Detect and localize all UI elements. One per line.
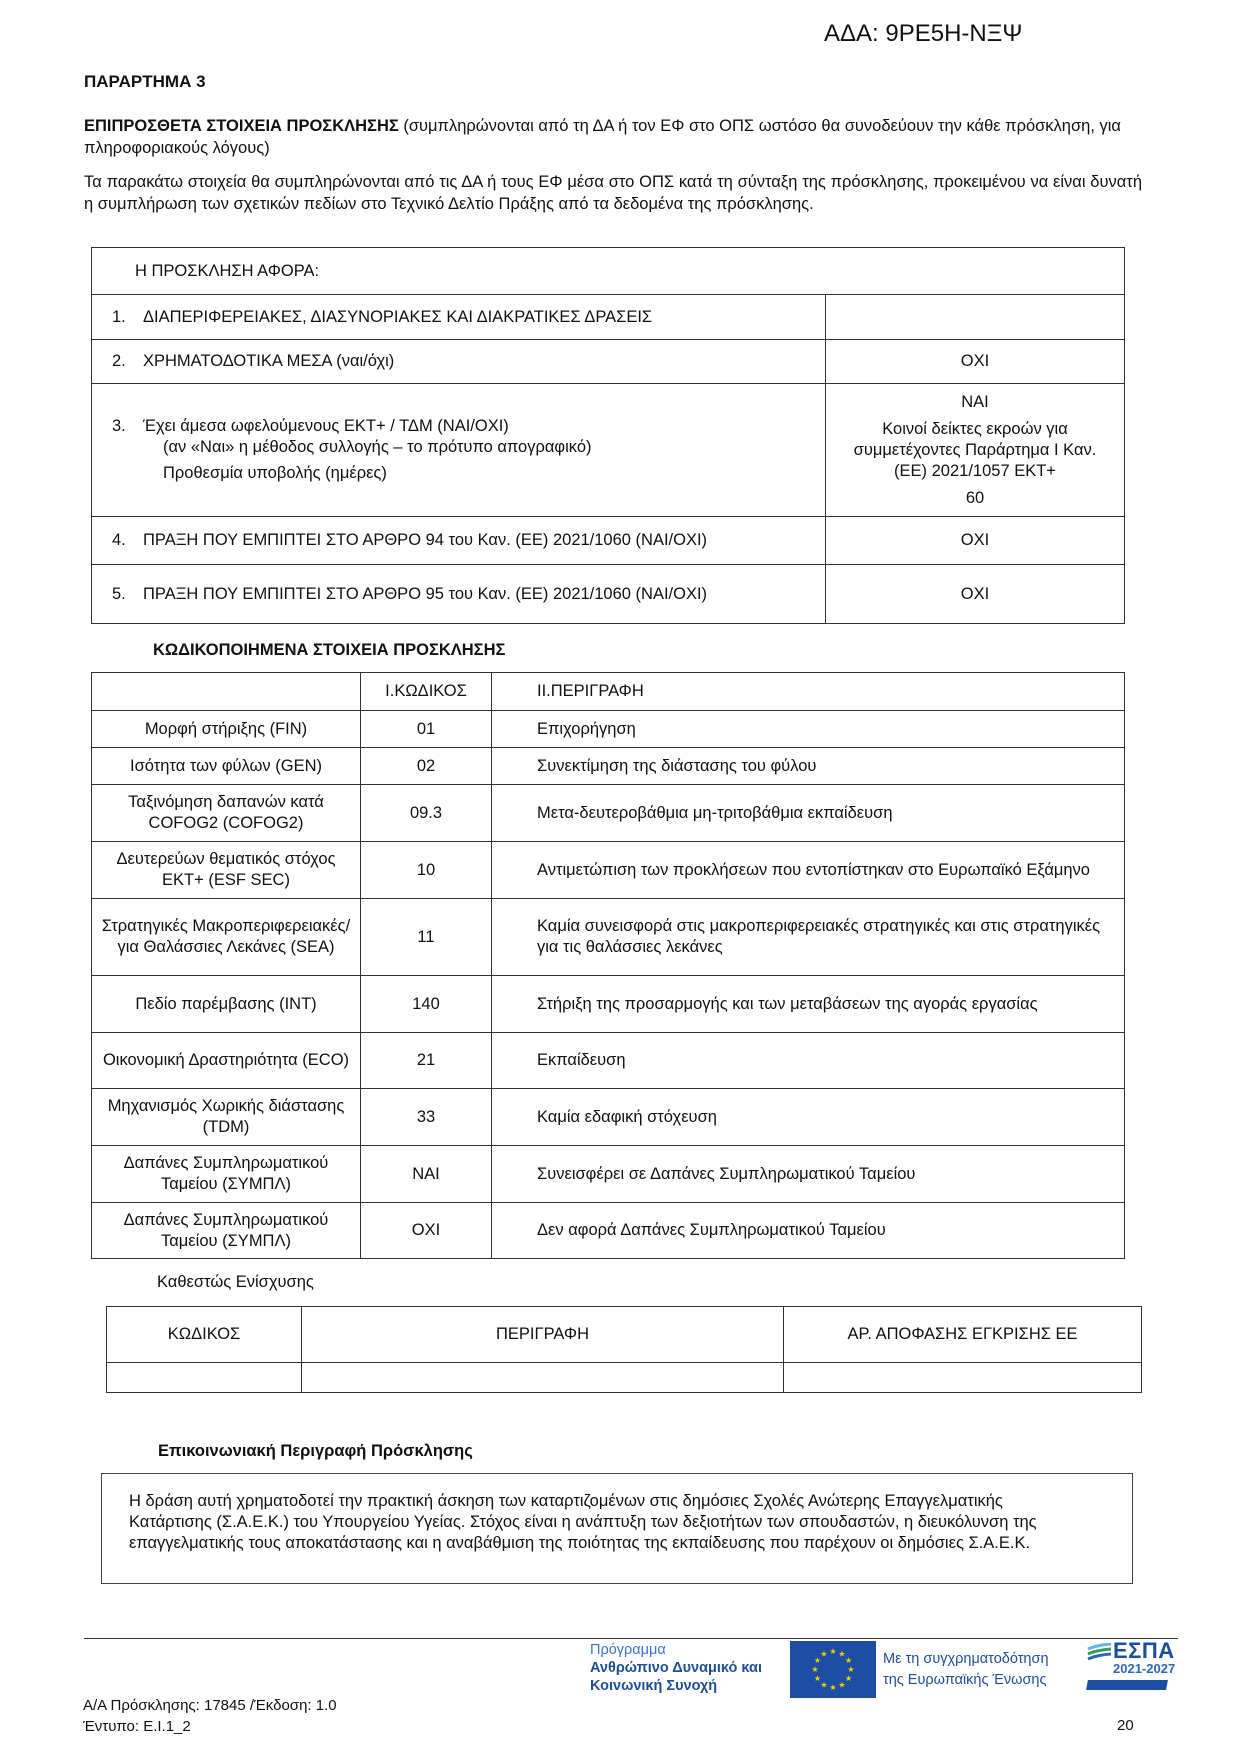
aid-regime-label: Καθεστώς Ενίσχυσης (157, 1273, 314, 1291)
eu-cofunding-text: Με τη συγχρηματοδότηση της Ευρωπαϊκής Ένωσης (883, 1651, 1049, 1688)
row-code: 02 (361, 748, 492, 785)
row-code: ΟΧΙ (361, 1203, 492, 1259)
eu-star-icon: ★ (820, 1649, 828, 1659)
row-field: Οικονομική Δραστηριότητα (ECO) (92, 1033, 361, 1089)
row-description: Επιχορήγηση (492, 711, 1125, 748)
espa-banner (1086, 1680, 1168, 1690)
concerns-table-title: Η ΠΡΟΣΚΛΗΣΗ ΑΦΟΡΑ: (92, 248, 1125, 295)
row-code: 21 (361, 1033, 492, 1089)
row-code: 09.3 (361, 785, 492, 842)
row-label: ΧΡΗΜΑΤΟΔΟΤΙΚΑ ΜΕΣΑ (ναι/όχι) (143, 352, 395, 370)
eu-star-icon: ★ (813, 1674, 821, 1683)
row-label: ΔΙΑΠΕΡΙΦΕΡΕΙΑΚΕΣ, ΔΙΑΣΥΝΟΡΙΑΚΕΣ ΚΑΙ ΔΙΑΚΡΑΤΙΚΕΣ ΔΡΑΣΕΙΣ (143, 307, 653, 326)
table-row (92, 976, 1125, 1033)
page-number: 20 (1117, 1717, 1134, 1734)
table-row (92, 748, 1125, 785)
row-description: Εκπαίδευση (492, 1033, 1125, 1089)
row-code: 11 (361, 899, 492, 976)
row-description: Συνεκτίμηση της διάστασης του φύλου (492, 748, 1125, 785)
row-label: Έχει άμεσα ωφελούμενους ΕΚΤ+ / ΤΔΜ (ΝΑΙ/ΟΧΙ) (143, 417, 509, 435)
eu-star-icon: ★ (813, 1656, 821, 1665)
row-value-deadline: 60 (965, 488, 985, 507)
espa-waves-icon (1087, 1643, 1113, 1663)
header-field (92, 673, 361, 711)
row-label-method: (αν «Ναι» η μέθοδος συλλογής – το πρότυπο απογραφικό) (163, 438, 592, 456)
espa-logo (1087, 1638, 1177, 1697)
eu-star-icon: ★ (838, 1649, 846, 1659)
table-row (92, 899, 1125, 976)
table-row (92, 1203, 1125, 1259)
eu-flag-icon (790, 1641, 876, 1698)
row-field: Ισότητα των φύλων (GEN) (92, 748, 361, 785)
table-row (92, 1033, 1125, 1089)
row-description: Καμία συνεισφορά στις μακροπεριφερειακές στρατηγικές και στις στρατηγικές για τις θαλάσσιες λεκάνες (492, 899, 1125, 976)
row-value-method: Κοινοί δείκτες εκροών για συμμετέχοντες Παράρτημα Ι Καν. (ΕΕ) 2021/1057 ΕΚΤ+ (853, 419, 1097, 480)
codes-section-title: ΚΩΔΙΚΟΠΟΙΗΜΕΝΑ ΣΤΟΙΧΕΙΑ ΠΡΟΣΚΛΗΣΗΣ (153, 641, 506, 659)
table-row: 5. ΠΡΑΞΗ ΠΟΥ ΕΜΠΙΠΤΕΙ ΣΤΟ ΑΡΘΡΟ 95 του Καν. (ΕΕ) 2021/1060 (ΝΑΙ/ΟΧΙ) ΟΧΙ (92, 565, 1125, 624)
codes-table-header (92, 673, 1125, 711)
table-row: 3. Έχει άμεσα ωφελούμενους ΕΚΤ+ / ΤΔΜ (ΝΑΙ/ΟΧΙ) (αν «Ναι» η μέθοδος συλλογής – το πρότυπο απογραφικό) Προθεσμία υποβολής (ημέρες) ΝΑΙ Κοινοί δείκτες εκροών για συμμετέχοντες Παράρτημα Ι Καν. (ΕΕ) 2021/1057 ΕΚΤ+ 60 (92, 384, 1125, 517)
row-field: Δαπάνες Συμπληρωματικού Ταμείου (ΣΥΜΠΛ) (92, 1146, 361, 1203)
header-code: Ι.ΚΩΔΙΚΟΣ (361, 673, 492, 711)
row-value: ΟΧΙ (826, 517, 1125, 565)
form-info: Έντυπο: Ε.Ι.1_2 (83, 1718, 191, 1735)
table-row (92, 785, 1125, 842)
row-description: Μετα-δευτεροβάθμια μη-τριτοβάθμια εκπαίδευση (492, 785, 1125, 842)
row-label: ΠΡΑΞΗ ΠΟΥ ΕΜΠΙΠΤΕΙ ΣΤΟ ΑΡΘΡΟ 94 του Καν. (ΕΕ) 2021/1060 (ΝΑΙ/ΟΧΙ) (143, 531, 708, 549)
footer-divider (84, 1638, 1178, 1639)
eu-star-icon: ★ (847, 1665, 855, 1674)
table-row (92, 1146, 1125, 1203)
row-field: Στρατηγικές Μακροπεριφερειακές/για Θαλάσσιες Λεκάνες (SEA) (92, 899, 361, 976)
row-value: ΟΧΙ (826, 340, 1125, 384)
eu-star-icon: ★ (845, 1674, 853, 1683)
table-row (92, 1089, 1125, 1146)
row-value: ΟΧΙ (826, 565, 1125, 624)
row-code: 10 (361, 842, 492, 899)
row-label: ΠΡΑΞΗ ΠΟΥ ΕΜΠΙΠΤΕΙ ΣΤΟ ΑΡΘΡΟ 95 του Καν. (ΕΕ) 2021/1060 (ΝΑΙ/ΟΧΙ) (143, 584, 708, 603)
ada-number: ΑΔΑ: 9PE5H-ΝΞΨ (824, 20, 1023, 47)
row-field: Ταξινόμηση δαπανών κατά COFOG2 (COFOG2) (92, 785, 361, 842)
concerns-table-title-row (92, 248, 1125, 295)
row-field: Δαπάνες Συμπληρωματικού Ταμείου (ΣΥΜΠΛ) (92, 1203, 361, 1259)
header-description: ΙΙ.ΠΕΡΙΓΡΑΦΗ (492, 673, 1125, 711)
table-row (92, 711, 1125, 748)
row-code: 140 (361, 976, 492, 1033)
eu-star-icon: ★ (829, 1683, 837, 1692)
row-code: 33 (361, 1089, 492, 1146)
table-row: 4. ΠΡΑΞΗ ΠΟΥ ΕΜΠΙΠΤΕΙ ΣΤΟ ΑΡΘΡΟ 94 του Καν. (ΕΕ) 2021/1060 (ΝΑΙ/ΟΧΙ) ΟΧΙ (92, 517, 1125, 565)
concerns-table (91, 247, 1125, 624)
footer-info (83, 1695, 337, 1737)
row-code: 01 (361, 711, 492, 748)
communication-title: Επικοινωνιακή Περιγραφή Πρόσκλησης (158, 1442, 473, 1460)
eu-star-icon: ★ (838, 1680, 846, 1690)
row-value: ΝΑΙ (961, 392, 989, 411)
row-field: Μηχανισμός Χωρικής διάστασης (TDM) (92, 1089, 361, 1146)
row-description: Αντιμετώπιση των προκλήσεων που εντοπίστηκαν στο Ευρωπαϊκό Εξάμηνο (492, 842, 1125, 899)
row-description: Καμία εδαφική στόχευση (492, 1089, 1125, 1146)
row-description: Δεν αφορά Δαπάνες Συμπληρωματικού Ταμείου (492, 1203, 1125, 1259)
header-description: ΠΕΡΙΓΡΑΦΗ (302, 1307, 784, 1363)
annex-title: ΠΑΡΑΡΤΗΜΑ 3 (84, 72, 206, 91)
table-row (92, 842, 1125, 899)
codes-table (91, 672, 1125, 1259)
communication-text: Η δράση αυτή χρηματοδοτεί την πρακτική άσκηση των καταρτιζομένων στις δημόσιες Σχολές Ανώτερης Επαγγελματικής Κατάρτισης (Σ.Α.Ε.Κ.) του Υπουργείου Υγείας. Στόχος είναι η ανάπτυξη των δεξιοτήτων των σπουδαστών, η διευκόλυνση της επαγγελματικής τους αποκατάστασης και η αναβάθμιση της ποιότητας της εκπαίδευσης που παρέχουν οι δημόσιες Σ.Α.Ε.Κ. (129, 1492, 1037, 1552)
eu-star-icon: ★ (811, 1665, 819, 1674)
row-field: Πεδίο παρέμβασης (INT) (92, 976, 361, 1033)
intro-rest: (συμπληρώνονται από τη ΔΑ ή τον ΕΦ στο ΟΠΣ ωστόσο θα συνοδεύουν την κάθε πρόσκληση, για πληροφοριακούς λόγους) (84, 117, 1121, 157)
table-row (107, 1363, 1142, 1393)
eu-star-icon: ★ (845, 1656, 853, 1665)
program-logo: Πρόγραμμα Ανθρώπινο Δυναμικό και Κοινωνική Συνοχή (590, 1642, 762, 1694)
intro-paragraph (84, 115, 1144, 159)
row-code: ΝΑΙ (361, 1146, 492, 1203)
instructions-paragraph: Τα παρακάτω στοιχεία θα συμπληρώνονται από τις ΔΑ ή τους ΕΦ μέσα στο ΟΠΣ κατά τη σύνταξη της πρόσκλησης, προκειμένου να είναι δυνατή η συμπλήρωση των σχετικών πεδίων στο Τεχνικό Δελτίο Πράξης από τα δεδομένα της πρόσκλησης. (84, 173, 1142, 213)
row-description: Συνεισφέρει σε Δαπάνες Συμπληρωματικού Ταμείου (492, 1146, 1125, 1203)
call-info: Α/Α Πρόσκλησης: 17845 /Έκδοση: 1.0 (83, 1697, 337, 1714)
eu-star-icon: ★ (829, 1647, 837, 1656)
aid-regime-table (106, 1306, 1142, 1393)
row-field: Μορφή στήριξης (FIN) (92, 711, 361, 748)
cell-code (107, 1363, 302, 1393)
header-code: ΚΩΔΙΚΟΣ (107, 1307, 302, 1363)
row-value (826, 295, 1125, 340)
espa-years: 2021-2027 (1113, 1661, 1176, 1676)
table-row: 2. ΧΡΗΜΑΤΟΔΟΤΙΚΑ ΜΕΣΑ (ναι/όχι) ΟΧΙ (92, 340, 1125, 384)
row-field: Δευτερεύων θεματικός στόχος ΕΚΤ+ (ESF SEC) (92, 842, 361, 899)
cell-description (302, 1363, 784, 1393)
eu-star-icon: ★ (820, 1680, 828, 1690)
header-approval-number: ΑΡ. ΑΠΟΦΑΣΗΣ ΕΓΚΡΙΣΗΣ ΕΕ (784, 1307, 1142, 1363)
table-row: 1. ΔΙΑΠΕΡΙΦΕΡΕΙΑΚΕΣ, ΔΙΑΣΥΝΟΡΙΑΚΕΣ ΚΑΙ ΔΙΑΚΡΑΤΙΚΕΣ ΔΡΑΣΕΙΣ (92, 295, 1125, 340)
cell-approval-number (784, 1363, 1142, 1393)
row-label-deadline: Προθεσμία υποβολής (ημέρες) (163, 464, 387, 482)
intro-bold: ΕΠΙΠΡΟΣΘΕΤΑ ΣΤΟΙΧΕΙΑ ΠΡΟΣΚΛΗΣΗΣ (84, 117, 399, 135)
row-description: Στήριξη της προσαρμογής και των μεταβάσεων της αγοράς εργασίας (492, 976, 1125, 1033)
espa-word: ΕΣΠΑ (1113, 1638, 1175, 1663)
communication-box (101, 1473, 1133, 1584)
aid-regime-header (107, 1307, 1142, 1363)
